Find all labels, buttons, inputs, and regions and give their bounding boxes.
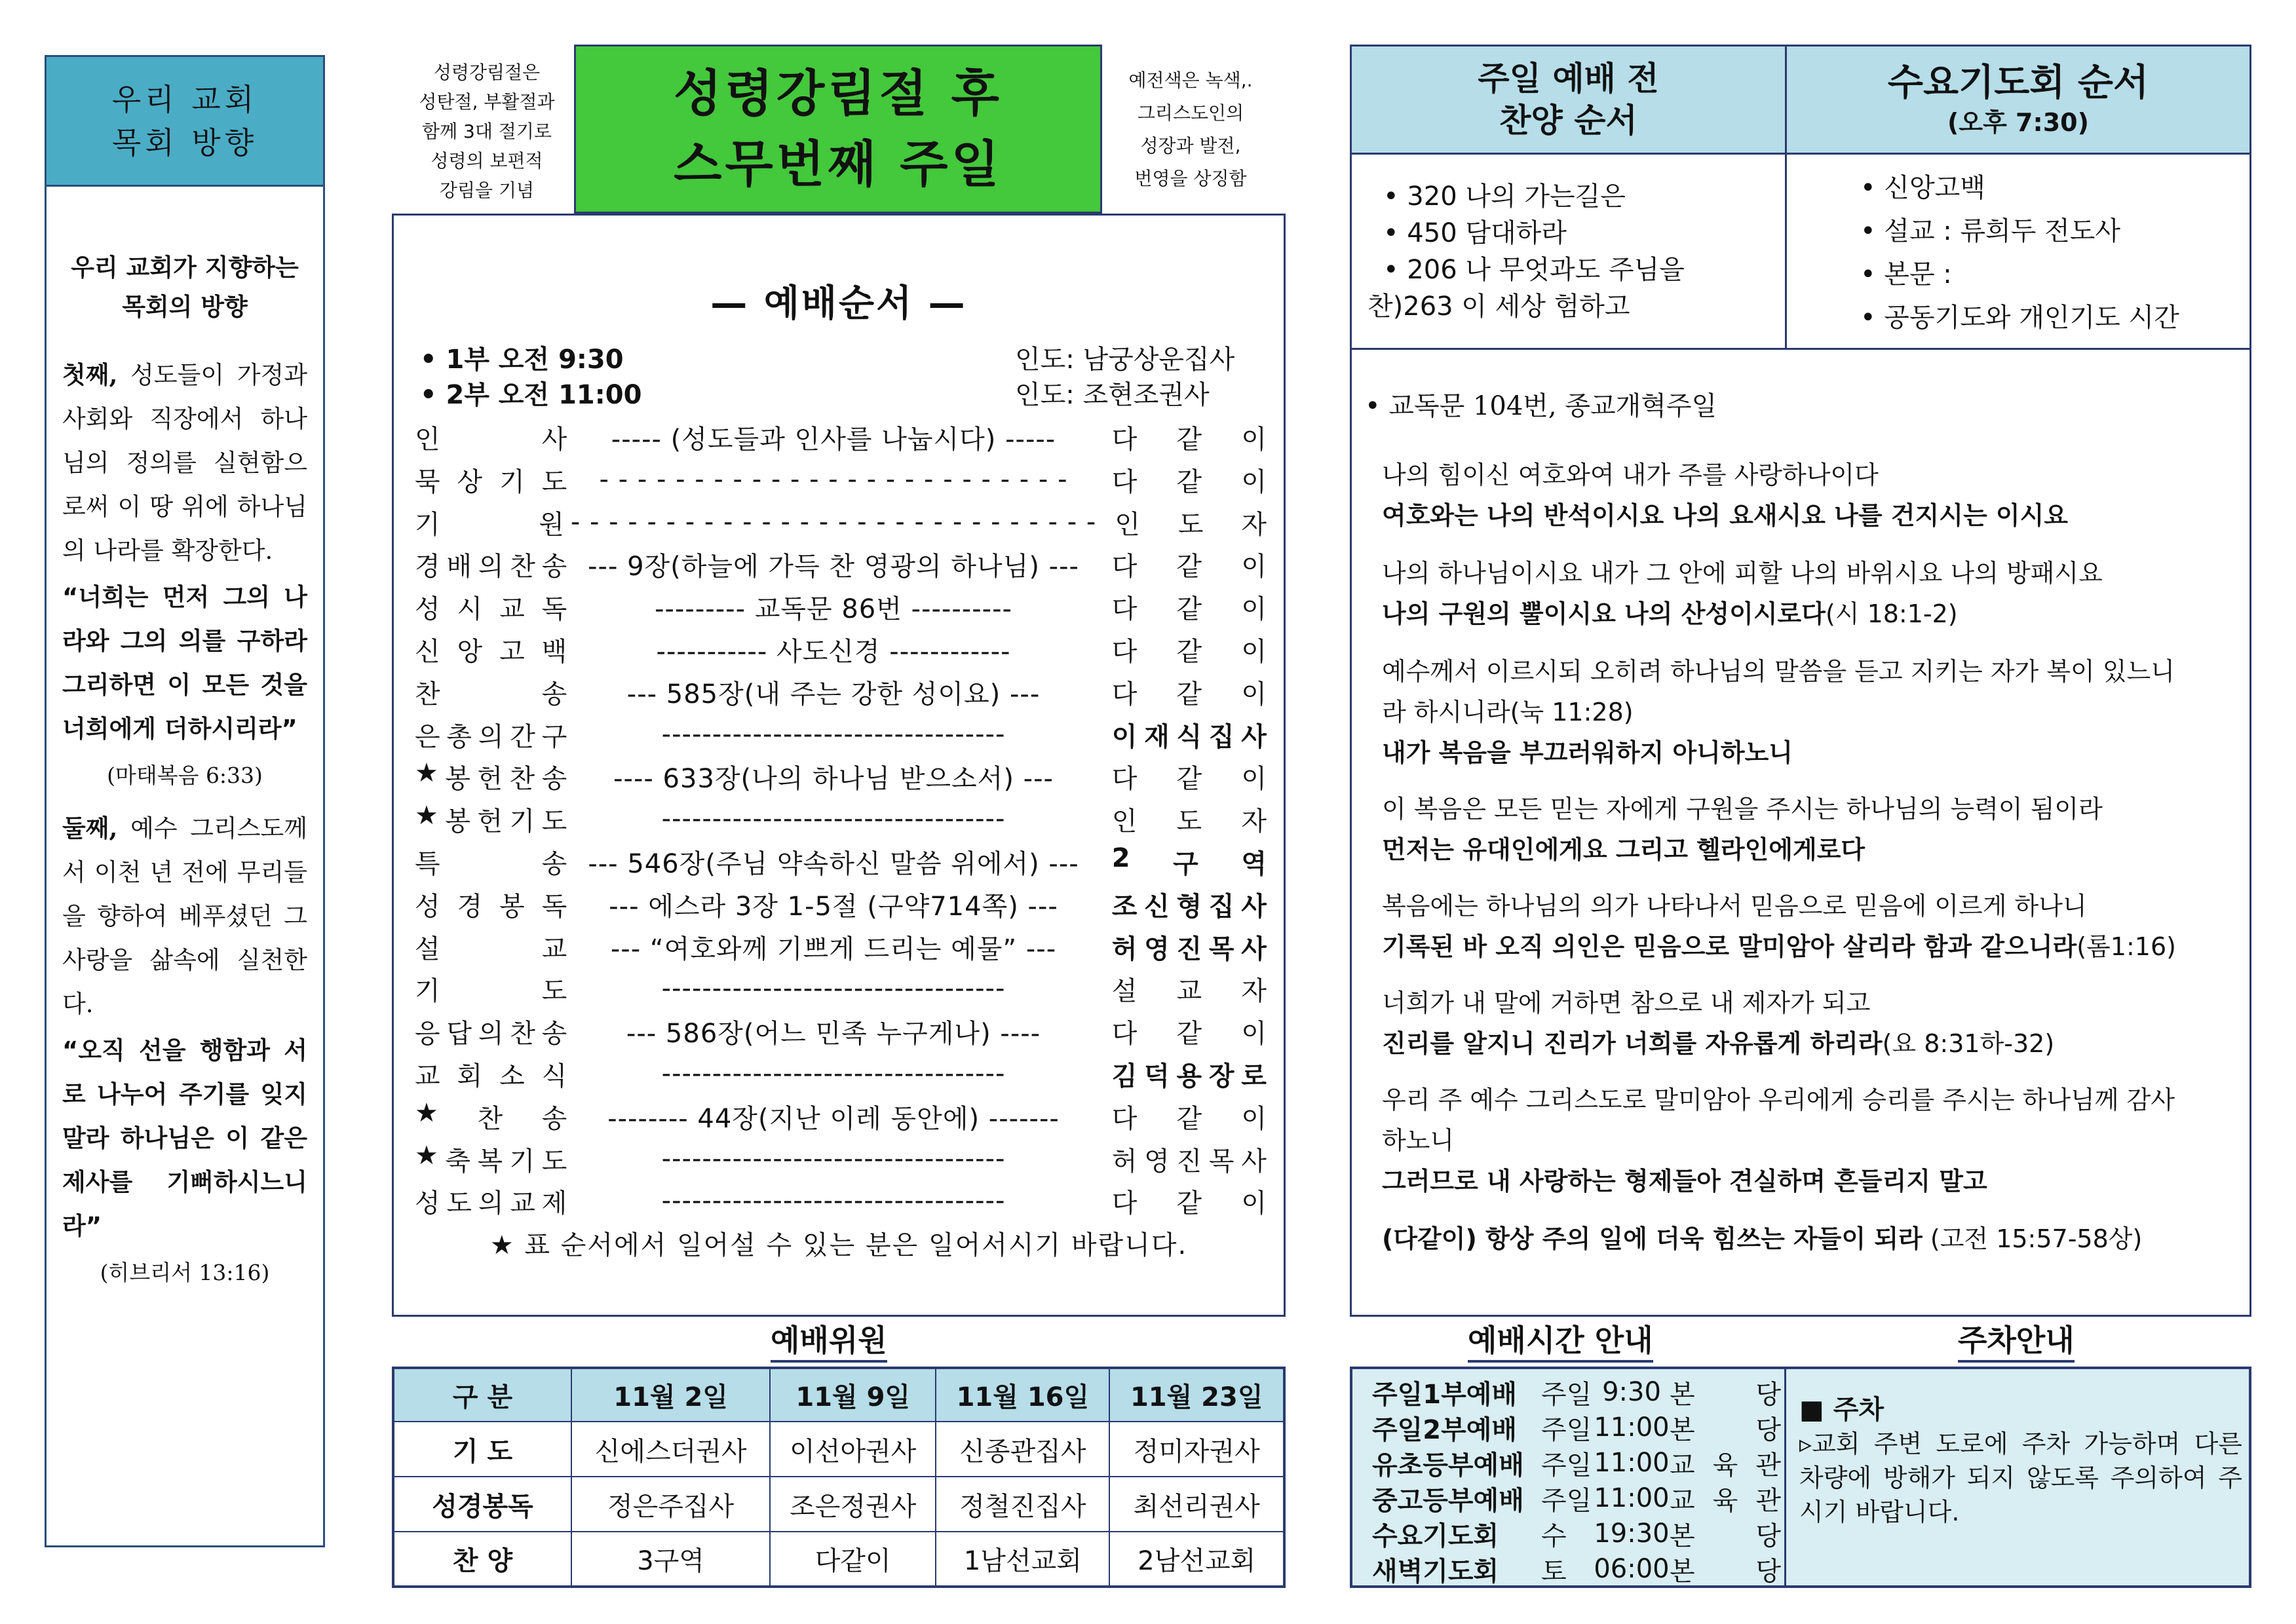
order-row: [415, 501, 1267, 543]
list-item: • 206 나 무엇과도 주님을: [1383, 255, 1685, 285]
order-item-label: 기 원: [415, 509, 564, 540]
vision-first: [62, 353, 307, 573]
reading-reference: (요 8:31하-32): [1882, 1029, 2055, 1058]
leaders-role: 기 도: [393, 1422, 571, 1477]
order-item-label: 성 경 봉 독: [415, 891, 567, 922]
hymns-header: [1352, 47, 1787, 155]
reading-response-line: (다같이) 항상 주의 일에 더욱 힘쓰는 자들이 되라: [1382, 1224, 1923, 1253]
time-hour: 11:00: [1594, 1412, 1670, 1443]
order-item-label: 은 총 의 간 구: [415, 721, 567, 752]
order-row: [415, 586, 1267, 628]
order-of-service: [392, 214, 1286, 1317]
reading-reference: (롬1:16): [2076, 932, 2176, 961]
vision-body: [47, 248, 323, 1294]
order-item-detail: --------- 교독문 86번 ----------: [655, 594, 1012, 624]
order-item-label: 묵 상 기 도: [415, 466, 567, 497]
time-place: 교 육 관: [1670, 1485, 1781, 1516]
leaders-cell: 다같이: [770, 1532, 936, 1587]
order-item-person: 인 도 자: [1111, 806, 1267, 837]
table-row: [393, 1532, 1284, 1587]
wednesday-header: [1787, 47, 2249, 155]
vision-second-label: 둘째,: [62, 814, 118, 842]
order-item-label: ★ 봉 헌 기 도: [415, 800, 567, 837]
vision-first-quote: “너희는 먼저 그의 나라와 그의 의를 구하라 그리하면 이 모든 것을 너희에게 더하시리라”: [62, 583, 307, 743]
time-service-name: 수요기도회: [1372, 1520, 1499, 1551]
reading-leader-line: 복음에는 하나님의 의가 나타나서 믿음으로 믿음에 이르게 하나니: [1382, 892, 2087, 920]
list-item: • 450 담대하라: [1383, 218, 1567, 248]
time-day: 주일: [1541, 1450, 1592, 1481]
order-item-detail: ----------------------------------: [661, 973, 1006, 1004]
order-row: [415, 671, 1267, 713]
pentecost-note: [401, 58, 573, 205]
order-item-detail: --- 585장(내 주는 강한 성이요) ---: [626, 679, 1041, 709]
leaders-header-row: [393, 1368, 1284, 1422]
reading-leader-line: 우리 주 예수 그리스도로 말미암아 우리에게 승리를 주시는 하나님께 감사하노니: [1382, 1086, 2175, 1155]
wednesday-time: (오후 7:30): [1947, 108, 2089, 137]
order-item-detail: ---- 633장(나의 하나님 받으소서) ---: [613, 763, 1054, 794]
reading-block: [1382, 886, 2247, 967]
time-place: 본 당: [1670, 1379, 1781, 1410]
order-item-detail: --- 9장(하늘에 가득 찬 영광의 하나님) ---: [588, 551, 1079, 582]
order-row: [415, 1138, 1267, 1180]
reading-response-line: 나의 구원의 뿔이시요 나의 산성이시로다: [1382, 599, 1826, 628]
vision-second: [62, 806, 307, 1026]
reading-leader-line: 예수께서 이르시되 오히려 하나님의 말씀을 듣고 지키는 자가 복이 있느니라 하시니라(눅 11:28): [1382, 657, 2175, 727]
note-right-line: 그리스도인의: [1137, 102, 1244, 124]
reading-leader-line: 이 복음은 모든 믿는 자에게 구원을 주시는 하나님의 능력이 됨이라: [1382, 795, 2103, 823]
table-row: [393, 1477, 1284, 1532]
note-right-line: 성장과 발전,: [1140, 135, 1241, 157]
times-and-parking: [1350, 1367, 2251, 1588]
order-item-detail: --- “여호와께 기쁘게 드리는 예물” ---: [610, 934, 1057, 964]
order-row: [415, 883, 1267, 925]
time-hour: 19:30: [1594, 1519, 1670, 1549]
table-row: [1372, 1551, 1784, 1587]
reading-title: • 교독문 104번, 종교개혁주일: [1365, 391, 1717, 421]
reading-reference: (고전 15:57-58상): [1922, 1224, 2143, 1253]
order-item-label: ★ 봉 헌 찬 송: [415, 757, 567, 794]
order-item-detail: --- 에스라 3장 1-5절 (구약714쪽) ---: [609, 891, 1058, 922]
order-item-detail: ----------------------------------: [661, 804, 1006, 834]
order-item-person: 허 영 진 목 사: [1111, 934, 1267, 964]
list-item: • 본문 :: [1860, 259, 1952, 290]
time-day: 주일: [1541, 1414, 1592, 1445]
hymn-list: [1352, 155, 1787, 350]
time-service-name: 주일1부예배: [1372, 1379, 1518, 1410]
hymns-title-line1: 주일 예배 전: [1478, 60, 1659, 98]
order-item-person: 2 구 역: [1111, 842, 1267, 879]
leaders-cell: 최선리권사: [1109, 1477, 1284, 1532]
order-row: [415, 1095, 1267, 1137]
table-row: [1372, 1516, 1784, 1551]
order-item-person: 설 교 자: [1111, 975, 1267, 1006]
reading-block: [1382, 1218, 2247, 1259]
reading-block: [1382, 1080, 2181, 1201]
note-right-line: 번영을 상징함: [1134, 168, 1247, 189]
leaders-cell: 신종관집사: [936, 1422, 1109, 1477]
order-item-detail: -------- 44장(지난 이레 동안에) -------: [607, 1103, 1060, 1134]
leaders-role: 찬 양: [393, 1532, 571, 1587]
time-service-name: 중고등부예배: [1372, 1485, 1524, 1516]
liturgical-color-note: [1105, 64, 1276, 195]
time-day: 주일: [1541, 1379, 1592, 1410]
leaders-role: 성경봉독: [393, 1477, 571, 1532]
reading-response-line: 내가 복음을 부끄러워하지 아니하노니: [1382, 738, 1793, 767]
service2-time: • 2부 오전 11:00: [420, 380, 642, 410]
reading-block: [1382, 651, 2181, 773]
worship-times: [1352, 1369, 1786, 1585]
order-row: [415, 1010, 1267, 1052]
order-row: [415, 968, 1267, 1010]
order-item-detail: ----- (성도들과 인사를 나눕시다) -----: [611, 424, 1056, 455]
time-day: 수: [1541, 1520, 1567, 1551]
service2-leader: 인도: 조현조권사: [1015, 380, 1210, 410]
leaders-cell: 조은정권사: [770, 1477, 936, 1532]
reading-block: [1382, 983, 2247, 1064]
order-row: [415, 459, 1267, 500]
vision-second-quote: “오직 선을 행함과 서로 나누어 주기를 잊지 말라 하나님은 이 같은 제사를 기뻐하시느니라”: [62, 1036, 307, 1240]
order-item-label: 경 배 의 찬 송: [415, 551, 567, 582]
list-item: 찬)263 이 세상 험하고: [1368, 292, 1630, 322]
order-item-person: 다 같 이: [1111, 551, 1267, 582]
hymns-title-line2: 찬양 순서: [1499, 102, 1637, 140]
order-item-person: 다 같 이: [1111, 466, 1267, 497]
time-hour: 9:30: [1602, 1377, 1661, 1407]
order-item-person: 다 같 이: [1111, 1188, 1267, 1218]
leaders-date: 11월 23일: [1109, 1368, 1284, 1422]
list-item: • 320 나의 가는길은: [1383, 181, 1626, 212]
vision-intro: [62, 248, 307, 327]
vision-second-ref: (히브리서 13:16): [100, 1260, 270, 1285]
order-item-person: 김 덕 용 장 로: [1111, 1061, 1267, 1091]
leaders-cell: 신에스더권사: [571, 1422, 770, 1477]
order-row: [415, 713, 1267, 755]
vision-second-text: 예수 그리스도께서 이천 년 전에 무리들을 향하여 베푸셨던 그 사랑을 삶속에 실천한다.: [62, 814, 307, 1018]
table-row: [393, 1422, 1284, 1477]
order-row: [415, 1053, 1267, 1095]
reading-response-line: 그러므로 내 사랑하는 형제들아 견실하며 흔들리지 말고: [1382, 1167, 1987, 1196]
parking-text: ▹교회 주변 도로에 주차 가능하며 다른 차량에 방해가 되지 않도록 주의하여 주시기 바랍니다.: [1799, 1429, 2242, 1526]
reading-block: [1382, 455, 2247, 536]
table-row: [1372, 1410, 1784, 1445]
wednesday-title: 수요기도회 순서: [1887, 62, 2149, 104]
order-footnote: ★ 표 순서에서 일어설 수 있는 분은 일어서시기 바랍니다.: [489, 1230, 1188, 1260]
reading-response-line: 진리를 알지니 진리가 너희를 자유롭게 하리라: [1382, 1029, 1883, 1058]
leaders-title: 예배위원: [771, 1321, 887, 1363]
order-item-person: 다 같 이: [1111, 636, 1267, 667]
table-row: [1372, 1445, 1784, 1481]
order-item-label: 성 도 의 교 제: [415, 1188, 567, 1218]
time-hour: 06:00: [1594, 1554, 1670, 1584]
order-item-person: 허 영 진 목 사: [1111, 1146, 1267, 1177]
reading-leader-line: 너희가 내 말에 거하면 참으로 내 제자가 되고: [1382, 989, 1871, 1017]
order-item-label: 인 사: [415, 424, 567, 455]
reading-leader-line: 나의 힘이신 여호와여 내가 주를 사랑하나이다: [1382, 461, 1879, 489]
order-item-person: 다 같 이: [1111, 763, 1267, 794]
leaders-cell: 2남선교회: [1109, 1532, 1284, 1587]
order-item-person: 다 같 이: [1111, 424, 1267, 455]
parking-info: [1788, 1369, 2249, 1585]
order-item-detail: ----------- 사도신경 ------------: [656, 636, 1011, 667]
responsive-reading: [1350, 350, 2251, 1317]
note-left-line: 성령강림절은: [433, 62, 541, 83]
time-service-name: 유초등부예배: [1372, 1450, 1524, 1481]
time-service-name: 새벽기도회: [1372, 1556, 1499, 1587]
order-item-label: 기 도: [415, 975, 567, 1006]
vision-title-line2: 목회 방향: [111, 124, 258, 161]
list-item: • 설교 : 류희두 전도사: [1860, 216, 2121, 246]
reading-block: [1382, 789, 2247, 870]
vision-title-line1: 우리 교회: [111, 81, 258, 117]
order-row: [415, 1180, 1267, 1222]
order-item-detail: - - - - - - - - - - - - - - - - - - - - - - - - -: [599, 464, 1068, 495]
order-item-label: 응 답 의 찬 송: [415, 1018, 567, 1049]
order-item-label: ★ 찬 송: [415, 1097, 567, 1134]
order-item-detail: ----------------------------------: [661, 1186, 1006, 1216]
leaders-table: [392, 1367, 1286, 1588]
reading-response-line: 기록된 바 오직 의인은 믿음으로 말미암아 살리라 함과 같으니라: [1382, 932, 2077, 961]
order-row: [415, 628, 1267, 670]
sunday-title-box: [574, 45, 1102, 214]
time-service-name: 주일2부예배: [1372, 1414, 1518, 1445]
reading-response-line: 여호와는 나의 반석이시요 나의 요새시요 나를 건지시는 이시요: [1382, 501, 2069, 530]
time-hour: 11:00: [1594, 1448, 1670, 1478]
leaders-date: 11월 16일: [936, 1368, 1109, 1422]
order-row: [415, 840, 1267, 882]
time-place: 본 당: [1670, 1556, 1781, 1587]
order-item-person: 이 재 식 집 사: [1111, 721, 1267, 752]
vision-first-label: 첫째,: [62, 360, 118, 389]
order-item-person: 조 신 형 집 사: [1111, 891, 1267, 922]
order-item-label: 찬 송: [415, 679, 567, 709]
time-place: 교 육 관: [1670, 1450, 1781, 1481]
vision-first-ref: (마태복음 6:33): [107, 763, 263, 788]
leaders-cell: 정은주집사: [571, 1477, 770, 1532]
leaders-cell: 1남선교회: [936, 1532, 1109, 1587]
order-item-detail: - - - - - - - - - - - - - - - - - - - - - - - - - - - -: [570, 507, 1097, 537]
note-left-line: 성령의 보편적: [430, 150, 543, 172]
hymns-and-wednesday: [1350, 45, 2251, 350]
leaders-cell: 이선아권사: [770, 1422, 936, 1477]
order-item-label: 교 회 소 식: [415, 1061, 567, 1091]
order-item-detail: ----------------------------------: [661, 1144, 1006, 1174]
parking-heading: ■ 주차: [1799, 1395, 1884, 1425]
vision-intro-line1: 우리 교회가 지향하는: [71, 254, 299, 282]
list-item: • 공동기도와 개인기도 시간: [1860, 303, 2179, 333]
leaders-corner: 구 분: [393, 1368, 571, 1422]
order-item-person: 다 같 이: [1111, 1018, 1267, 1049]
table-row: [1372, 1374, 1784, 1410]
order-item-label: 설 교: [415, 934, 567, 964]
order-item-detail: --- 586장(어느 민족 누구게나) ----: [626, 1018, 1041, 1049]
service1-leader: 인도: 남궁상운집사: [1015, 345, 1235, 375]
order-item-label: ★ 축 복 기 도: [415, 1140, 567, 1177]
order-row: [415, 416, 1267, 458]
leaders-cell: 3구역: [571, 1532, 770, 1587]
sunday-title-line2: 스무번째 주일: [674, 135, 1003, 193]
time-place: 본 당: [1670, 1520, 1781, 1551]
note-left-line: 성탄절, 부활절과: [419, 91, 555, 113]
parking-title: 주차안내: [1958, 1321, 2075, 1363]
order-item-label: 특 송: [415, 848, 567, 879]
times-title: 예배시간 안내: [1468, 1321, 1653, 1363]
vision-intro-line2: 목회의 방향: [122, 293, 248, 321]
order-item-person: 다 같 이: [1111, 679, 1267, 709]
reading-leader-line: 나의 하나님이시요 내가 그 안에 피할 나의 바위시요 나의 방패시요: [1382, 559, 2103, 588]
order-item-label: 신 앙 고 백: [415, 636, 567, 667]
sunday-title-line1: 성령강림절 후: [674, 64, 1003, 123]
reading-response-line: 먼저는 유대인에게요 그리고 헬라인에게로다: [1382, 835, 1866, 864]
time-place: 본 당: [1670, 1414, 1781, 1445]
note-left-line: 강림을 기념: [439, 179, 535, 201]
order-item-detail: ----------------------------------: [661, 719, 1006, 749]
reading-reference: (시 18:1-2): [1825, 599, 1958, 628]
church-vision-panel: [45, 55, 325, 1547]
time-day: 주일: [1541, 1485, 1592, 1516]
order-row: [415, 798, 1267, 840]
vision-first-text: 성도들이 가정과 사회와 직장에서 하나님의 정의를 실현함으로써 이 땅 위에 하나님의 나라를 확장한다.: [62, 361, 307, 565]
leaders-date: 11월 2일: [571, 1368, 770, 1422]
service1-time: • 1부 오전 9:30: [420, 345, 624, 375]
wednesday-list: [1787, 155, 2249, 339]
order-item-person: 다 같 이: [1111, 594, 1267, 624]
vision-header: [47, 57, 323, 187]
leaders-cell: 정미자권사: [1109, 1422, 1284, 1477]
order-item-label: 성 시 교 독: [415, 594, 567, 624]
order-title: — 예배순서 —: [710, 282, 967, 325]
order-item-person: 인 도 자: [1115, 509, 1267, 540]
time-hour: 11:00: [1594, 1483, 1670, 1513]
leaders-date: 11월 9일: [770, 1368, 936, 1422]
reading-block: [1382, 553, 2247, 634]
order-item-detail: ----------------------------------: [661, 1059, 1006, 1089]
leaders-cell: 정철진집사: [936, 1477, 1109, 1532]
list-item: • 신앙고백: [1860, 173, 1985, 203]
order-row: [415, 543, 1267, 585]
order-item-detail: --- 546장(주님 약속하신 말씀 위에서) ---: [588, 848, 1079, 879]
order-item-person: 다 같 이: [1111, 1103, 1267, 1134]
order-row: [415, 755, 1267, 797]
table-row: [1372, 1481, 1784, 1516]
note-right-line: 예전색은 녹색,.: [1128, 69, 1253, 91]
order-row: [415, 926, 1267, 968]
note-left-line: 함께 3대 절기로: [422, 121, 552, 142]
time-day: 토: [1541, 1556, 1567, 1587]
